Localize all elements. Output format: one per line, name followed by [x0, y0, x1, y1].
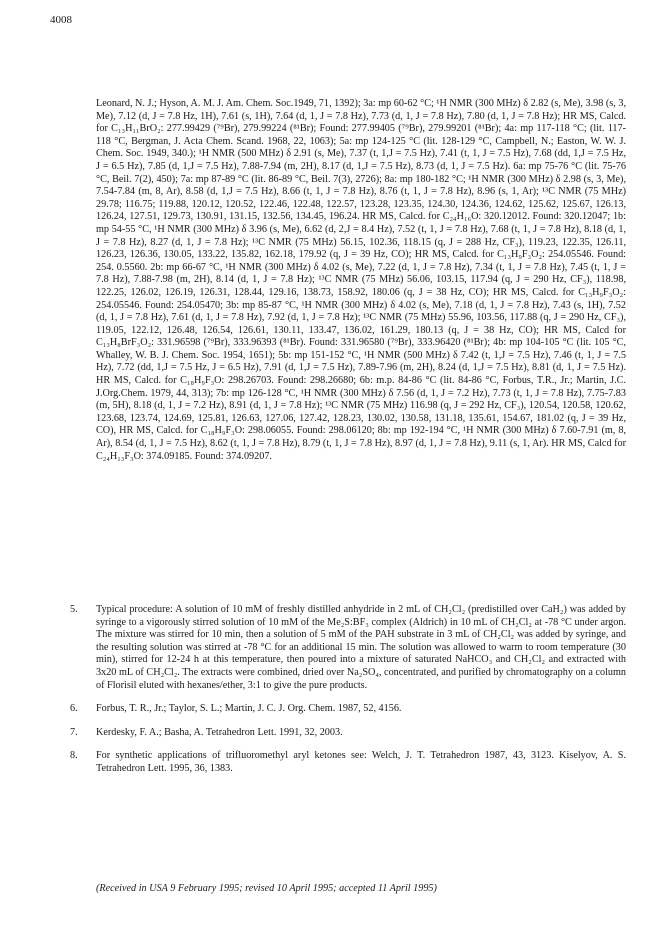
note-number: 5. — [70, 604, 78, 615]
note-number: 8. — [70, 750, 78, 762]
notes-list — [70, 604, 626, 787]
note-5 — [70, 604, 626, 692]
received-dates: (Received in USA 9 February 1995; revised 10 April 1995; accepted 11 April 1995) — [96, 883, 437, 894]
page-number: 4008 — [50, 14, 72, 26]
note-6 — [70, 703, 626, 716]
note-text: Kerdesky, F. A.; Basha, A. Tetrahedron Lett. 1991, 32, 2003. — [96, 726, 343, 738]
note-text: Typical procedure: A solution of 10 mM of freshly distilled anhydride in 2 mL of CH₂Cl₂ (predistilled over CaH₂) was added by syringe to a vigorously stirred solution of 10 mM of the Me₂S:BF₃ complex (Aldrich) in 10 mL of CH₂Cl₂ at -78 °C under argon. The mixture was stirred for 10 min, then a solution of 5 mM of the PAH substrate in 3 mL of CH₂Cl₂ was added by syringe, and the resulting solution was stirred at -78 °C for an additional 15 min. The solution was allowed to warm to room temperature (30 min), stirred for 12-24 h at this temperature, then poured into a mixture of saturated NaHCO₃ and CH₂Cl₂ and extracted with 3x20 mL of CH₂Cl₂. The extracts were combined, dried over Na₂SO₄, concentrated, and purified by chromatography on a column of Florisil eluted with hexanes/ether, 3:1 to give the pure products. — [96, 604, 626, 691]
note-text: Forbus, T. R., Jr.; Taylor, S. L.; Martin, J. C. J. Org. Chem. 1987, 52, 4156. — [96, 703, 402, 715]
note-number: 6. — [70, 703, 78, 715]
note-number: 7. — [70, 726, 78, 738]
note-7 — [70, 727, 626, 740]
characterization-data-paragraph: Leonard, N. J.; Hyson, A. M. J. Am. Chem. Soc.1949, 71, 1392); 3a: mp 60-62 °C; ¹H NMR (300 MHz) δ 2.82 (s, Me), 3.98 (s, 3, Me), 7.12 (d, J = 7.8 Hz, 1H), 7.61 (s, 1H), 7.64 (d, 1, J = 7.8 Hz), 7.73 (d, 1, J = 7.8 Hz), 7.80 (d, 1, J = 7.8 Hz); HR MS, Calcd. for C₁₃H₁₁BrO₂: 277.99429 (⁷⁹Br), 279.99224 (⁸¹Br); Found: 277.99405 (⁷⁹Br), 279.99201 (⁸¹Br); 4a: mp 117-118 °C; (lit. 117-118 °C, Bergman, J. Acta Chem. Scand. 1968, 22, 1063); 5a: mp 124-125 °C (lit. 128-129 °C, Campbell, N.; Easton, W. W. J. Chem. Soc. 1949, 340.); ¹H NMR (500 MHz) δ 2.91 (s, Me), 7.37 (t, 1,J = 7.5 Hz), 7.41 (t, 1, J = 7.5 Hz), 7.68 (dd, 1,J = 7.5 Hz, J = 6.5 Hz), 7.85 (d, 1,J = 7.5 Hz), 7.88-7.94 (m, 2H), 8.17 (d, 1,J = 7.5 Hz), 8.73 (d, 1, J = 7.5 Hz). 6a: mp 75-76 °C (lit. 75-76 °C, Beil. 7(2), 450); 7a: mp 87-89 °C (lit. 86-89 °C, Beil. 7(3), 2726); 8a: mp 180-182 °C; ¹H NMR (300 MHz) δ 2.98 (s, 3, Me), 7.54-7.84 (m, 8, Ar), 8.58 (d, 1,J = 7.5 Hz), 8.66 (t, 1, J = 7.8 Hz), 8.76 (t, 1, J = 7.8 Hz), 8.96 (s, 1, Ar); ¹³C NMR (75 MHz) 29.78; 116.75; 119.88, 120.12, 120.52, 122.46, 122.48, 122.57, 123.28, 123.35, 124.30, 124.36, 124.62, 125.62, 125.67, 126.13, 126.24, 127.51, 129.73, 130.91, 131.15, 132.56, 134.45, 196.24. HR MS, Calcd. for C₂₄H₁₆O: 320.12012. Found: 320.12047; 1b: mp 54-55 °C, ¹H NMR (300 MHz) δ 3.96 (s, Me), 6.62 (d, 2,J = 8.4 Hz), 7.52 (t, 1, J = 7.8 Hz), 7.68 (t, 1, J = 7.8 Hz), 8.18 (d, 1, J = 7.8 Hz), 8.27 (d, 1, J = 7.8 Hz); ¹³C NMR (75 MHz) 56.15, 102.36, 118.15 (q, J = 288 Hz, CF₃), 119.23, 122.35, 126.11, 126.23, 126.36, 130.05, 133.22, 135.82, 162.18, 179.92 (q, J = 39 Hz, CO); HR MS, Calcd. for C₁₃H₉F₃O₂: 254.05546. Found: 254. 0.5560. 2b: mp 66-67 °C, ¹H NMR (300 MHz) δ 4.02 (s, Me), 7.22 (d, 1, J = 7.8 Hz), 7.34 (t, 1, J = 7.8 Hz), 7.45 (t, 1, J = 7.8 Hz), 7.88-7.98 (m, 2H), 8.14 (d, 1, J = 7.8 Hz); ¹³C NMR (75 MHz) 56.06, 103.15, 117.94 (q, J = 290 Hz, CF₃), 118.98, 122.25, 126.02, 126.19, 126.31, 128.44, 129.16, 138.73, 158.92, 180.06 (q, J = 38 Hz, CO); HR MS, Calcd. for C₁₃H₉F₃O₂: 254.05546. Found: 254.05470; 3b: mp 85-87 °C, ¹H NMR (300 MHz) δ 4.02 (s, Me), 7.18 (d, 1, J = 7.8 Hz), 7.43 (s, 1H), 7.52 (d, 1, J = 7.8 Hz), 7.61 (d, 1, J = 7.8 Hz), 7.92 (d, 1, J = 7.8 Hz); ¹³C NMR (75 MHz) 55.96, 103.56, 117.88 (q, J = 290 Hz, CF₃), 119.05, 122.12, 126.48, 126.54, 126.61, 130.11, 133.47, 136.02, 161.29, 180.13 (q, J = 38 Hz, CO); HR MS, Calcd for C₁₃H₈BrF₃O₂: 331.96598 (⁷⁹Br), 333.96393 (⁸¹Br). Found: 331.96580 (⁷⁹Br), 333.96420 (⁸¹Br); 4b: mp 104-105 °C (lit. 105 °C, Whalley, W. B. J. Chem. Soc. 1954, 1651); 5b: mp 151-152 °C, ¹H NMR (500 MHz) δ 7.42 (t, 1,J = 7.5 Hz), 7.46 (t, 1, J = 7.5 Hz), 7.72 (dd, 1,J = 7.5 Hz, J = 6.5 Hz), 7.91 (d, 1,J = 7.5 Hz), 7.89-7.96 (m, 2H), 8.24 (d, 1,J = 7.5 Hz), 8.81 (d, 1, J = 7.5 Hz). HR MS, Calcd. for C₁₈H₉F₃O: 298.26703. Found: 298.26680; 6b: m.p. 84-86 °C (lit. 84-86 °C, Forbus, T.R., Jr.; Martin, J.C. J.Org.Chem. 1979, 44, 313); 7b: mp 126-128 °C, ¹H NMR (300 MHz) δ 7.56 (d, 1, J = 7.2 Hz), 7.73 (t, 1, J = 7.8 Hz), 7.75-7.83 (m, 5H), 8.18 (d, 1, J = 7.2 Hz), 8.91 (d, 1, J = 7.8 Hz); ¹³C NMR (75 MHz) 116.98 (q, J = 292 Hz, CF₃), 120.54, 120.58, 120.62, 123.68, 123.74, 124.69, 125.81, 126.63, 127.06, 127.42, 128.23, 130.02, 130.58, 131.18, 135.61, 154.67, 181.02 (q, J = 39 Hz, CO), HR MS, Calcd. for C₁₈H₉F₃O: 298.06055. Found: 298.06120; 8b: mp 192-194 °C, ¹H NMR (300 MHz) δ 7.60-7.91 (m, 8, Ar), 8.54 (d, 1, J = 7.5 Hz), 8.62 (t, 1, J = 7.8 Hz), 8.79 (t, 1, J = 7.8 Hz), 8.97 (d, 1, J = 7.8 Hz), 9.11 (s, 1, Ar). HR MS, Calcd for C₂₄H₁₃F₃O: 374.09185. Found: 374.09207. — [96, 98, 626, 462]
note-text: For synthetic applications of trifluoromethyl aryl ketones see: Welch, J. T. Tetrahedron 1987, 43, 3123. Kiselyov, A. S. Tetrahedron Lett. 1995, 36, 1383. — [96, 750, 626, 774]
note-8 — [70, 750, 626, 775]
